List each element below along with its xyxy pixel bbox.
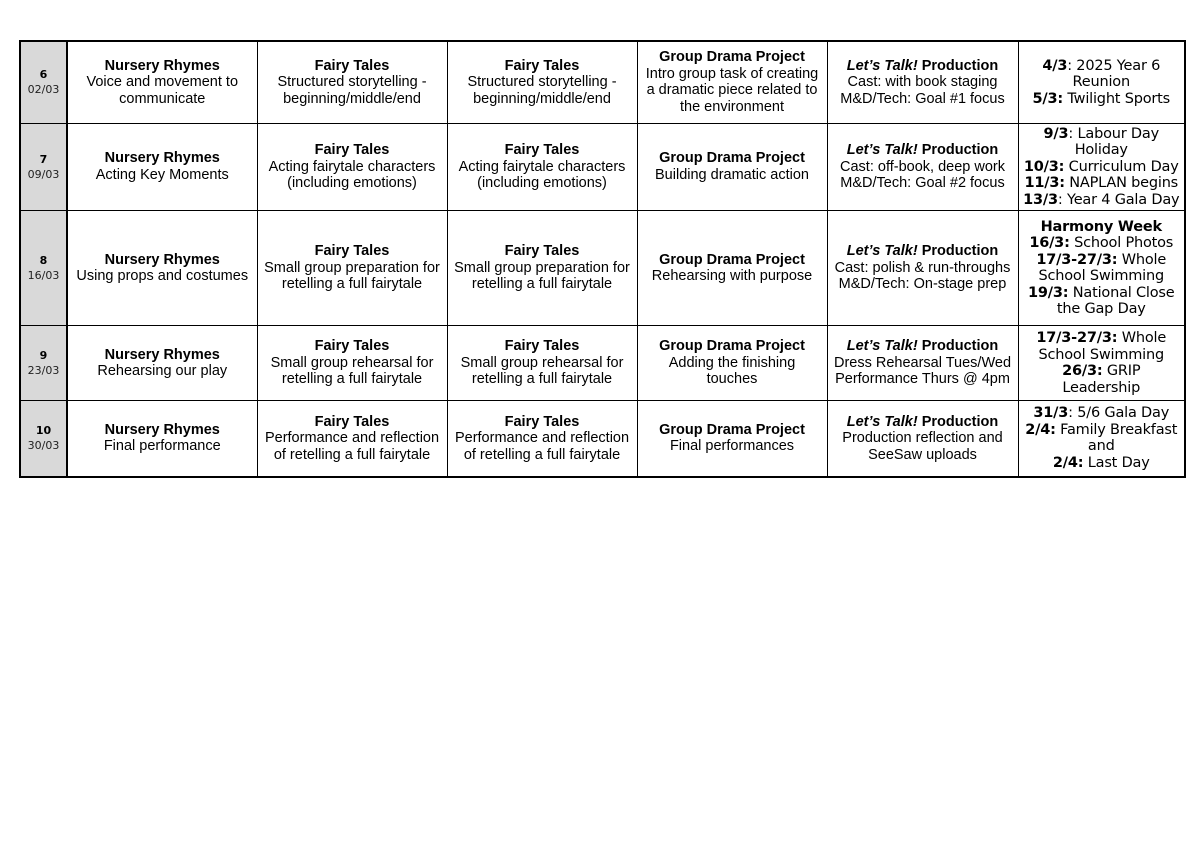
cell-line: Cast: off-book, deep work (840, 158, 1005, 175)
week-cell (20, 123, 67, 211)
cell-desc: Final performance (103, 438, 221, 455)
fairy-tales-cell (447, 41, 637, 123)
cell-line: Cast: polish & run-throughs (834, 259, 1011, 276)
cell-title: Fairy Tales (504, 142, 580, 158)
events-cell (1018, 326, 1185, 401)
week-cell (20, 326, 67, 401)
cell-title (832, 338, 1014, 355)
week-number: 8 (39, 254, 48, 267)
events-cell (1018, 211, 1185, 326)
event-item (1023, 91, 1181, 108)
cell-title: Fairy Tales (504, 338, 580, 355)
production-cell (827, 401, 1018, 477)
event-date: 2/4: (1025, 421, 1056, 438)
event-date: 31/3 (1033, 405, 1069, 422)
event-item (1023, 252, 1181, 285)
week-date: 30/03 (27, 439, 60, 453)
cell-desc: Adding the finishing touches (668, 354, 796, 388)
cell-title: Fairy Tales (504, 57, 580, 74)
cell-title (832, 243, 1014, 260)
production-word: Production (917, 57, 999, 74)
table-row (20, 123, 1185, 211)
cell-line: Performance Thurs @ 4pm (835, 371, 1010, 388)
cell-line: M&D/Tech: Goal #1 focus (840, 90, 1005, 107)
production-name: Let’s Talk! (846, 57, 918, 74)
cell-desc: Performance and reflection of retelling a full fairytale (264, 430, 440, 463)
cell-desc: Small group rehearsal for retelling a full fairytale (270, 354, 434, 388)
event-item (1023, 126, 1181, 159)
event-item (1023, 235, 1181, 252)
event-date: 26/3: (1062, 363, 1103, 379)
cell-desc: Small group preparation for retelling a full fairytale (264, 259, 440, 293)
cell-title (832, 58, 1014, 75)
production-name: Let’s Talk! (846, 243, 918, 260)
cell-desc: Final performances (669, 438, 795, 455)
nursery-rhymes-cell (67, 211, 257, 326)
nursery-rhymes-cell (67, 326, 257, 401)
fairy-tales-cell (447, 123, 637, 211)
production-name: Let’s Talk! (846, 142, 918, 158)
event-text: Curriculum Day (1064, 158, 1179, 175)
cell-desc: Acting Key Moments (95, 166, 229, 183)
cell-title: Fairy Tales (314, 142, 390, 158)
production-cell (827, 41, 1018, 123)
event-text: Whole School Swimming (1038, 330, 1167, 363)
production-cell (827, 123, 1018, 211)
event-text: GRIP Leadership (1062, 363, 1141, 396)
event-date: 2/4: (1052, 454, 1084, 471)
event-text: : Year 4 Gala Day (1057, 191, 1180, 208)
cell-title: Nursery Rhymes (104, 346, 220, 363)
cell-title: Group Drama Project (659, 49, 805, 66)
cell-title: Nursery Rhymes (104, 421, 220, 438)
event-text: Last Day (1083, 454, 1150, 471)
cell-title: Group Drama Project (659, 338, 805, 355)
cell-desc: Building dramatic action (655, 166, 809, 183)
event-date: 10/3: (1023, 158, 1065, 175)
week-cell (20, 41, 67, 123)
cell-desc: Structured storytelling - beginning/middle/end (467, 74, 617, 107)
cell-desc: Acting fairytale characters (including emotions) (458, 158, 626, 191)
week-number: 10 (35, 424, 52, 438)
event-date: 17/3-27/3: (1036, 251, 1118, 268)
fairy-tales-cell (447, 211, 637, 326)
event-item (1023, 405, 1181, 422)
production-word: Production (917, 338, 999, 355)
event-date: 19/3: (1027, 284, 1069, 301)
cell-title: Group Drama Project (659, 421, 805, 438)
group-drama-cell (637, 211, 827, 326)
cell-line: Dress Rehearsal Tues/Wed (833, 354, 1012, 371)
fairy-tales-cell (447, 401, 637, 477)
event-text: Twilight Sports (1063, 90, 1170, 107)
fairy-tales-cell (447, 326, 637, 401)
event-item (1023, 330, 1181, 363)
cell-title: Fairy Tales (504, 413, 580, 430)
cell-desc: Small group rehearsal for retelling a full fairytale (460, 354, 624, 388)
event-item (1023, 159, 1181, 176)
event-text: NAPLAN begins (1064, 175, 1179, 191)
cell-desc: Rehearsing with purpose (651, 268, 813, 284)
week-number: 7 (39, 152, 48, 166)
event-text: : Labour Day Holiday (1068, 125, 1159, 158)
cell-title: Fairy Tales (314, 57, 390, 74)
event-date: 5/3: (1032, 90, 1063, 107)
group-drama-cell (637, 41, 827, 123)
cell-title: Fairy Tales (314, 243, 390, 260)
event-date: 4/3 (1042, 57, 1068, 74)
production-name: Let’s Talk! (846, 338, 918, 355)
events-cell (1018, 41, 1185, 123)
week-number: 9 (39, 349, 48, 362)
event-text: School Photos (1069, 235, 1174, 251)
events-cell (1018, 123, 1185, 211)
events-heading: Harmony Week (1040, 218, 1162, 235)
event-item (1023, 363, 1181, 396)
week-date: 02/03 (27, 83, 60, 97)
cell-title (832, 142, 1014, 159)
cell-line: Cast: with book staging (847, 74, 998, 90)
cell-desc: Acting fairytale characters (including emotions) (268, 158, 436, 191)
fairy-tales-cell (257, 326, 447, 401)
cell-title: Nursery Rhymes (104, 251, 220, 268)
event-text: Family Breakfast and (1055, 421, 1178, 455)
nursery-rhymes-cell (67, 123, 257, 211)
event-text: Whole School Swimming (1038, 251, 1167, 284)
event-text: National Close the Gap Day (1056, 284, 1175, 317)
cell-title: Fairy Tales (314, 338, 390, 355)
event-date: 13/3 (1023, 191, 1058, 208)
cell-desc: Intro group task of creating a dramatic piece related to the environment (645, 65, 819, 115)
planner-body (20, 41, 1185, 477)
production-word: Production (917, 142, 999, 158)
cell-title: Nursery Rhymes (104, 150, 220, 167)
cell-desc: Performance and reflection of retelling a full fairytale (454, 430, 630, 463)
event-date: 16/3: (1029, 235, 1070, 251)
group-drama-cell (637, 401, 827, 477)
cell-title: Nursery Rhymes (104, 57, 220, 74)
cell-title: Group Drama Project (659, 150, 805, 167)
cell-title: Fairy Tales (504, 243, 580, 260)
term-planner-table (19, 40, 1186, 478)
table-row (20, 401, 1185, 477)
table-row (20, 211, 1185, 326)
event-item (1023, 192, 1181, 209)
fairy-tales-cell (257, 123, 447, 211)
week-date: 16/03 (27, 269, 60, 282)
event-date: 11/3: (1024, 175, 1065, 191)
week-date: 23/03 (27, 364, 60, 377)
event-text: : 2025 Year 6 Reunion (1067, 57, 1161, 90)
cell-title: Group Drama Project (659, 251, 805, 268)
event-item (1023, 422, 1181, 455)
cell-desc: Using props and costumes (76, 268, 249, 284)
production-word: Production (917, 413, 999, 430)
production-cell (827, 211, 1018, 326)
event-item (1023, 175, 1181, 192)
cell-line: M&D/Tech: Goal #2 focus (840, 175, 1005, 191)
week-cell (20, 211, 67, 326)
group-drama-cell (637, 123, 827, 211)
fairy-tales-cell (257, 401, 447, 477)
week-number: 6 (39, 68, 48, 82)
cell-line: Production reflection and SeeSaw uploads (842, 430, 1003, 463)
production-word: Production (917, 243, 999, 260)
cell-line: M&D/Tech: On-stage prep (838, 276, 1007, 293)
event-date: 9/3 (1043, 125, 1069, 142)
production-name: Let’s Talk! (846, 413, 918, 430)
cell-desc: Rehearsing our play (97, 363, 228, 379)
group-drama-cell (637, 326, 827, 401)
cell-title: Fairy Tales (314, 413, 390, 430)
event-date: 17/3-27/3: (1036, 330, 1118, 346)
table-row (20, 326, 1185, 401)
production-cell (827, 326, 1018, 401)
events-cell (1018, 401, 1185, 477)
week-cell (20, 401, 67, 477)
nursery-rhymes-cell (67, 41, 257, 123)
fairy-tales-cell (257, 41, 447, 123)
cell-title (832, 414, 1014, 431)
cell-desc: Structured storytelling - beginning/middle/end (277, 74, 427, 107)
week-date: 09/03 (27, 167, 60, 181)
event-item (1023, 285, 1181, 318)
cell-desc: Voice and movement to communicate (86, 74, 239, 107)
event-item (1023, 58, 1181, 91)
table-row (20, 41, 1185, 123)
event-text: : 5/6 Gala Day (1068, 405, 1170, 422)
fairy-tales-cell (257, 211, 447, 326)
event-item (1023, 455, 1181, 472)
nursery-rhymes-cell (67, 401, 257, 477)
cell-desc: Small group preparation for retelling a full fairytale (454, 259, 630, 293)
